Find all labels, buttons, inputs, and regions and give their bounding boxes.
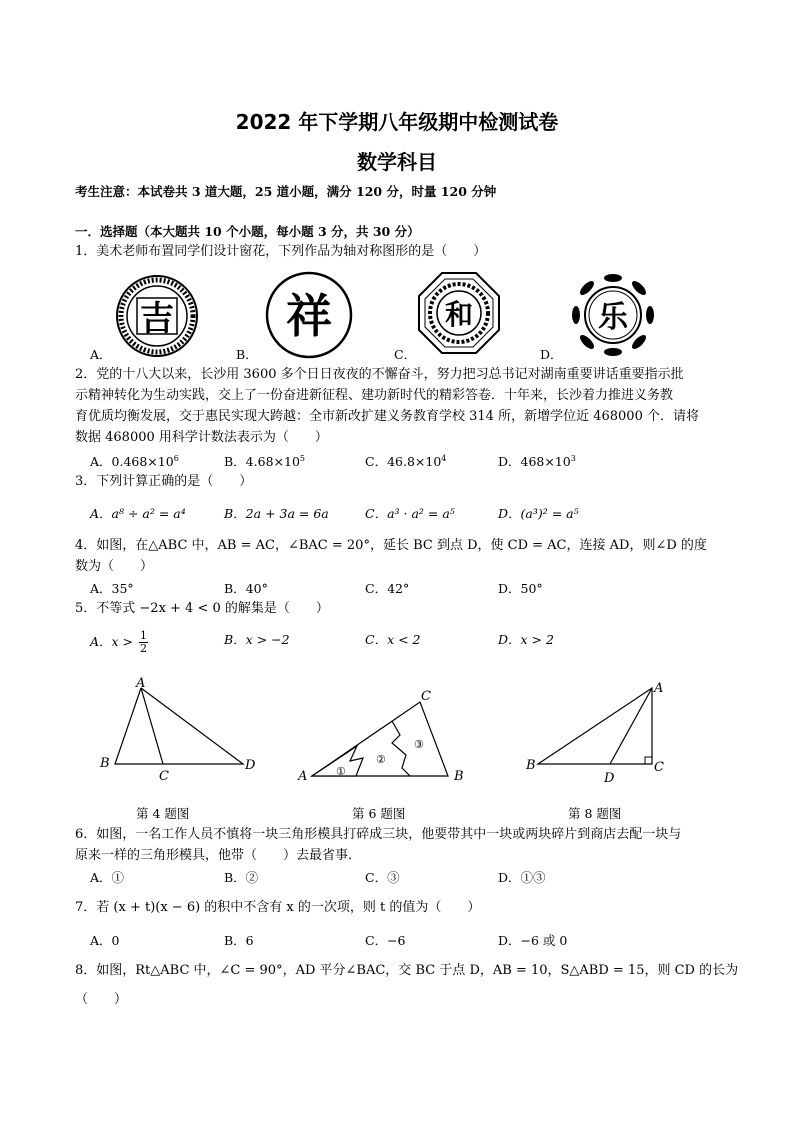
fig6-piece-1: ① — [336, 765, 346, 778]
q7-option-c: C．−6 — [365, 933, 406, 948]
q6-option-a: A．① — [90, 870, 125, 885]
question-7: 7．若 (x + t)(x − 6) 的积中不含有 x 的一次项，则 t 的值为（ ） — [75, 900, 481, 915]
fig4-label-d: D — [245, 758, 256, 773]
figure-4 — [92, 674, 268, 786]
exam-subject: 数学科目 — [357, 150, 437, 174]
question-5: 5．不等式 −2x + 4 < 0 的解集是（ ） — [75, 601, 329, 616]
fraction-one-half: $\frac{1}{2}$ — [140, 629, 148, 655]
fig6-label-a: A — [298, 769, 308, 784]
q1-option-d: D． — [540, 347, 563, 362]
question-2-line-1: 2．党的十八大以来，长沙用 3600 多个日日夜夜的不懈奋斗，努力把习总书记对湖南重要讲话重要指示批 — [75, 367, 684, 382]
q4-option-d: D．50° — [498, 581, 543, 596]
figure-4-caption: 第 4 题图 — [136, 806, 190, 821]
figure-8-caption: 第 8 题图 — [568, 806, 622, 821]
fig4-label-b: B — [100, 756, 110, 771]
q5-option-d: D．x > 2 — [498, 632, 554, 647]
q2-option-c: C．$46.8\times 10^4$ — [365, 453, 447, 469]
q1-option-c: C． — [394, 347, 417, 362]
char-ji: 吉 — [140, 299, 174, 339]
question-4-line-2: 数为（ ） — [75, 559, 154, 574]
question-3: 3．下列计算正确的是（ ） — [75, 474, 253, 489]
question-2-line-3: 育优质均衡发展，交于惠民实现大跨越：全市新改扩建义务教育学校 314 所，新增学位近 468000 个．请将 — [75, 409, 699, 424]
q2-option-b: B．$4.68\times 10^5$ — [224, 453, 305, 469]
q6-option-d: D．①③ — [498, 870, 546, 885]
char-he: 和 — [444, 298, 474, 331]
fig6-piece-2: ② — [376, 753, 386, 766]
fig8-label-a: A — [654, 681, 664, 696]
q5-option-c: C．x < 2 — [365, 632, 421, 647]
q7-option-a: A．0 — [90, 933, 120, 948]
q4-option-c: C．42° — [365, 581, 410, 596]
figure-6-caption: 第 6 题图 — [352, 806, 406, 821]
question-4-line-1: 4．如图，在△ABC 中，AB = AC，∠BAC = 20°，延长 BC 到点 D，使 CD = AC，连接 AD，则∠D 的度 — [75, 538, 707, 553]
q4-option-b: B．40° — [224, 581, 268, 596]
question-6-line-1: 6．如图，一名工作人员不慎将一块三角形模具打碎成三块，他要带其中一块或两块碎片到商店去配一块与 — [75, 827, 682, 842]
fig4-label-c: C — [159, 769, 169, 784]
q2-option-a: A．$0.468\times 10^6$ — [90, 453, 179, 469]
fig6-label-c: C — [421, 689, 431, 704]
exam-notice: 考生注意：本试卷共 3 道大题，25 道小题，满分 120 分，时量 120 分钟 — [75, 184, 497, 199]
fig8-label-b: B — [526, 758, 536, 773]
section-heading: 一．选择题（本大题共 10 个小题，每小题 3 分，共 30 分） — [75, 224, 420, 239]
q5-option-b: B．x > −2 — [224, 632, 290, 647]
q7-option-b: B．6 — [224, 933, 254, 948]
question-2-line-2: 示精神转化为生动实践，交上了一份奋进新征程、建功新时代的精彩答卷．十年来，长沙着力推进义务教 — [75, 388, 674, 403]
q3-option-d: D．(a³)² = a⁵ — [498, 506, 579, 521]
question-8-line-2: （ ） — [75, 992, 128, 1007]
q6-option-b: B．② — [224, 870, 259, 885]
q3-option-a: A．a⁸ ÷ a² = a⁴ — [90, 506, 186, 521]
char-le: 乐 — [598, 300, 628, 335]
char-xiang: 祥 — [286, 289, 332, 343]
figure-8 — [524, 676, 674, 784]
fig8-label-c: C — [654, 760, 664, 775]
q1-option-b: B． — [236, 347, 258, 362]
question-8-line-1: 8．如图，Rt△ABC 中，∠C = 90°，AD 平分∠BAC，交 BC 于点 D，AB = 10，S△ABD = 15，则 CD 的长为 — [75, 963, 739, 978]
exam-title: 2022 年下学期八年级期中检测试卷 — [235, 110, 559, 134]
figure-6 — [294, 688, 474, 786]
fig6-piece-3: ③ — [414, 738, 424, 751]
q3-option-c: C．a³ · a² = a⁵ — [365, 506, 455, 521]
question-1: 1．美术老师布置同学们设计窗花，下列作品为轴对称图形的是（ ） — [75, 244, 487, 259]
option-a-image-ji — [112, 274, 202, 358]
fig6-label-b: B — [454, 769, 464, 784]
q4-option-a: A．35° — [90, 581, 134, 596]
option-b-image-xiang — [262, 270, 356, 360]
option-d-image-le — [566, 270, 660, 360]
question-2-line-4: 数据 468000 用科学计数法表示为（ ） — [75, 430, 328, 445]
option-c-image-he — [416, 270, 502, 356]
fig8-label-d: D — [604, 771, 615, 784]
q1-option-a: A． — [90, 347, 112, 362]
q7-option-d: D．−6 或 0 — [498, 933, 568, 948]
q2-option-d: D．$468\times 10^3$ — [498, 453, 576, 469]
question-6-line-2: 原来一样的三角形模具，他带（ ）去最省事． — [75, 848, 362, 863]
q6-option-c: C．③ — [365, 870, 400, 885]
q5-option-a: A．x > $\frac{1}{2}$ — [90, 629, 148, 655]
fig4-label-a: A — [136, 676, 146, 691]
q3-option-b: B．2a + 3a = 6a — [224, 506, 329, 521]
